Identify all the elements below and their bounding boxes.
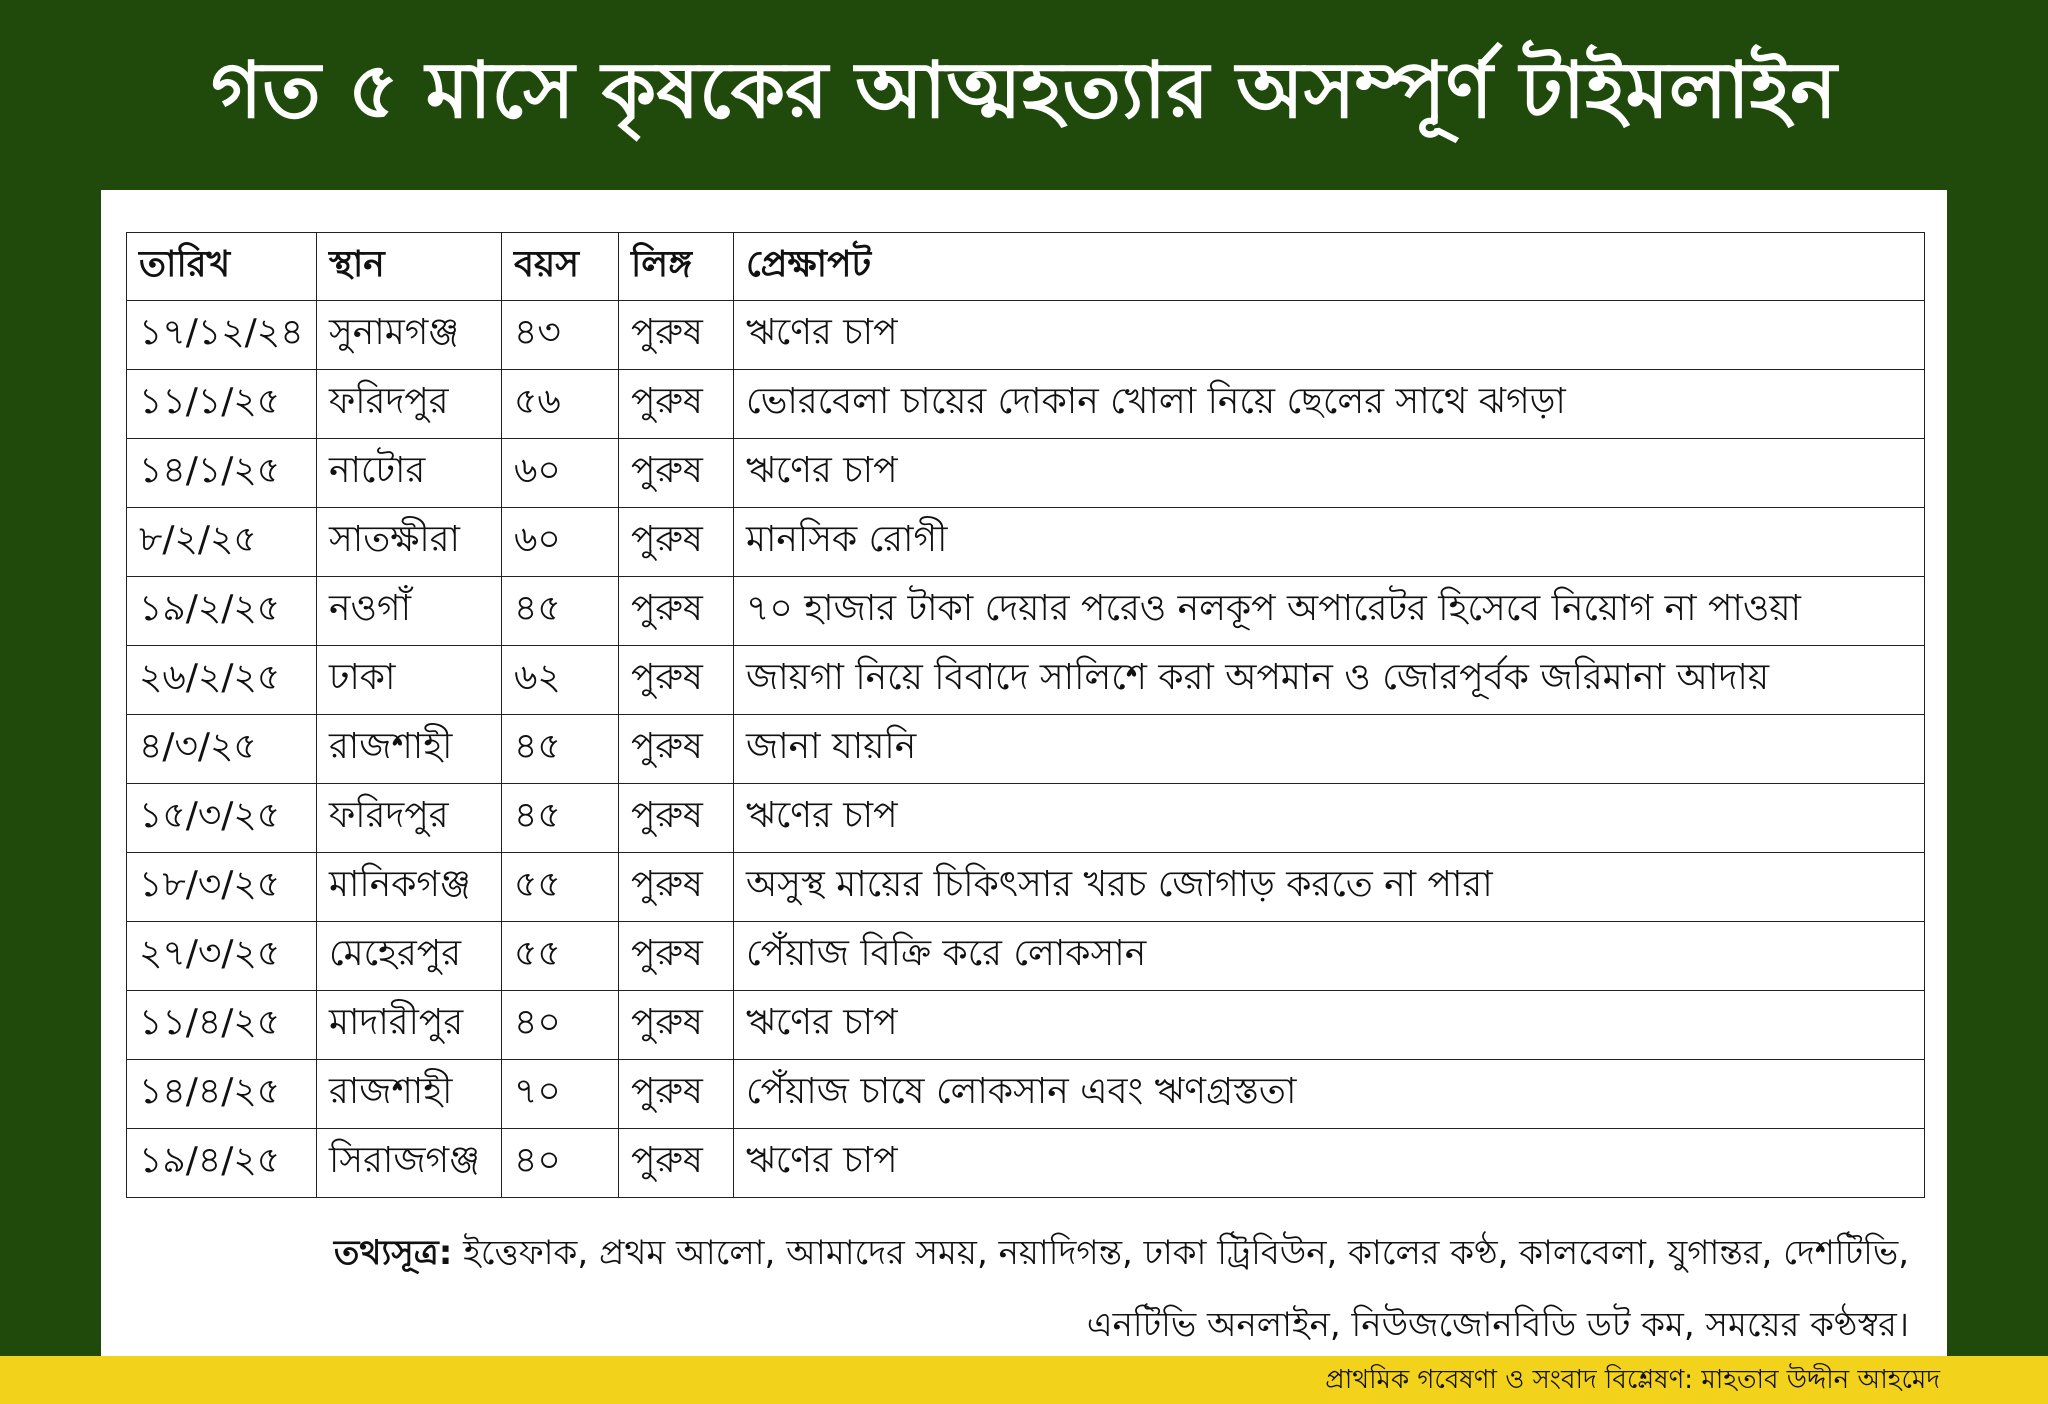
cell-context: ঋণের চাপ	[734, 439, 1925, 508]
page-title: গত ৫ মাসে কৃষকের আত্মহত্যার অসম্পূর্ণ টাইমলাইন	[211, 46, 1837, 136]
cell-place: ফরিদপুর	[317, 784, 502, 853]
cell-gender: পুরুষ	[619, 991, 734, 1060]
table-row	[127, 508, 1925, 577]
cell-gender: পুরুষ	[619, 646, 734, 715]
table-row	[127, 1129, 1925, 1198]
cell-context: পেঁয়াজ চাষে লোকসান এবং ঋণগ্রস্ততা	[734, 1060, 1925, 1129]
cell-date: ১৯/৪/২৫	[127, 1129, 317, 1198]
timeline-table	[126, 232, 1925, 1198]
header-place: স্থান	[317, 233, 502, 301]
cell-age: ৪০	[502, 991, 619, 1060]
cell-age: ৬০	[502, 439, 619, 508]
cell-gender: পুরুষ	[619, 1129, 734, 1198]
cell-date: ১১/৪/২৫	[127, 991, 317, 1060]
table-row	[127, 370, 1925, 439]
header-date: তারিখ	[127, 233, 317, 301]
cell-age: ৪০	[502, 1129, 619, 1198]
cell-context: জায়গা নিয়ে বিবাদে সালিশে করা অপমান ও জোরপূর্বক জরিমানা আদায়	[734, 646, 1925, 715]
cell-age: ৫৬	[502, 370, 619, 439]
cell-place: সিরাজগঞ্জ	[317, 1129, 502, 1198]
source-line-2: এনটিভি অনলাইন, নিউজজোনবিডি ডট কম, সময়ের কণ্ঠস্বর।	[1086, 1305, 1909, 1345]
cell-gender: পুরুষ	[619, 922, 734, 991]
cell-place: ফরিদপুর	[317, 370, 502, 439]
source-line-1	[209, 1217, 1909, 1289]
table-row	[127, 1060, 1925, 1129]
table-row	[127, 646, 1925, 715]
cell-context: ঋণের চাপ	[734, 991, 1925, 1060]
cell-date: ১৯/২/২৫	[127, 577, 317, 646]
table-row	[127, 301, 1925, 370]
cell-age: ৫৫	[502, 853, 619, 922]
header-age: বয়স	[502, 233, 619, 301]
cell-context: জানা যায়নি	[734, 715, 1925, 784]
cell-age: ৭০	[502, 1060, 619, 1129]
cell-date: ৪/৩/২৫	[127, 715, 317, 784]
cell-place: রাজশাহী	[317, 715, 502, 784]
cell-date: ১৮/৩/২৫	[127, 853, 317, 922]
cell-gender: পুরুষ	[619, 853, 734, 922]
cell-gender: পুরুষ	[619, 439, 734, 508]
cell-age: ৪৫	[502, 784, 619, 853]
cell-place: মানিকগঞ্জ	[317, 853, 502, 922]
cell-gender: পুরুষ	[619, 577, 734, 646]
cell-gender: পুরুষ	[619, 301, 734, 370]
cell-age: ৪৩	[502, 301, 619, 370]
cell-context: ঋণের চাপ	[734, 784, 1925, 853]
content-panel	[101, 190, 1947, 1356]
table-row	[127, 853, 1925, 922]
table-header-row	[127, 233, 1925, 301]
cell-date: ১৫/৩/২৫	[127, 784, 317, 853]
source-note	[209, 1217, 1909, 1361]
cell-age: ৬২	[502, 646, 619, 715]
source-list-1: ইত্তেফাক, প্রথম আলো, আমাদের সময়, নয়াদিগন্ত, ঢাকা ট্রিবিউন, কালের কণ্ঠ, কালবেলা, যুগান্তর, দেশটিভি,	[452, 1233, 1909, 1273]
cell-place: সাতক্ষীরা	[317, 508, 502, 577]
cell-context: ভোরবেলা চায়ের দোকান খোলা নিয়ে ছেলের সাথে ঝগড়া	[734, 370, 1925, 439]
cell-context: মানসিক রোগী	[734, 508, 1925, 577]
cell-date: ১১/১/২৫	[127, 370, 317, 439]
cell-age: ৪৫	[502, 715, 619, 784]
cell-gender: পুরুষ	[619, 508, 734, 577]
cell-gender: পুরুষ	[619, 1060, 734, 1129]
cell-context: অসুস্থ মায়ের চিকিৎসার খরচ জোগাড় করতে না পারা	[734, 853, 1925, 922]
table-row	[127, 577, 1925, 646]
cell-place: সুনামগঞ্জ	[317, 301, 502, 370]
cell-place: মাদারীপুর	[317, 991, 502, 1060]
cell-date: ১৪/৪/২৫	[127, 1060, 317, 1129]
cell-place: ঢাকা	[317, 646, 502, 715]
header-gender: লিঙ্গ	[619, 233, 734, 301]
cell-context: ঋণের চাপ	[734, 1129, 1925, 1198]
cell-gender: পুরুষ	[619, 370, 734, 439]
cell-date: ১৭/১২/২৪	[127, 301, 317, 370]
cell-age: ৪৫	[502, 577, 619, 646]
cell-date: ৮/২/২৫	[127, 508, 317, 577]
table-row	[127, 715, 1925, 784]
table-body	[127, 301, 1925, 1198]
cell-context: পেঁয়াজ বিক্রি করে লোকসান	[734, 922, 1925, 991]
table-row	[127, 991, 1925, 1060]
header-context: প্রেক্ষাপট	[734, 233, 1925, 301]
cell-context: ঋণের চাপ	[734, 301, 1925, 370]
cell-age: ৬০	[502, 508, 619, 577]
cell-gender: পুরুষ	[619, 715, 734, 784]
cell-place: নওগাঁ	[317, 577, 502, 646]
table-row	[127, 784, 1925, 853]
cell-place: নাটোর	[317, 439, 502, 508]
cell-place: রাজশাহী	[317, 1060, 502, 1129]
cell-date: ১৪/১/২৫	[127, 439, 317, 508]
footer-bar	[0, 1356, 2048, 1404]
source-label: তথ্যসূত্র:	[333, 1233, 453, 1273]
table-row	[127, 922, 1925, 991]
cell-place: মেহেরপুর	[317, 922, 502, 991]
table-row	[127, 439, 1925, 508]
cell-gender: পুরুষ	[619, 784, 734, 853]
research-credit: প্রাথমিক গবেষণা ও সংবাদ বিশ্লেষণ: মাহতাব উদ্দীন আহমেদ	[1325, 1365, 1940, 1395]
cell-age: ৫৫	[502, 922, 619, 991]
cell-date: ২৬/২/২৫	[127, 646, 317, 715]
cell-context: ৭০ হাজার টাকা দেয়ার পরেও নলকূপ অপারেটর হিসেবে নিয়োগ না পাওয়া	[734, 577, 1925, 646]
cell-date: ২৭/৩/২৫	[127, 922, 317, 991]
